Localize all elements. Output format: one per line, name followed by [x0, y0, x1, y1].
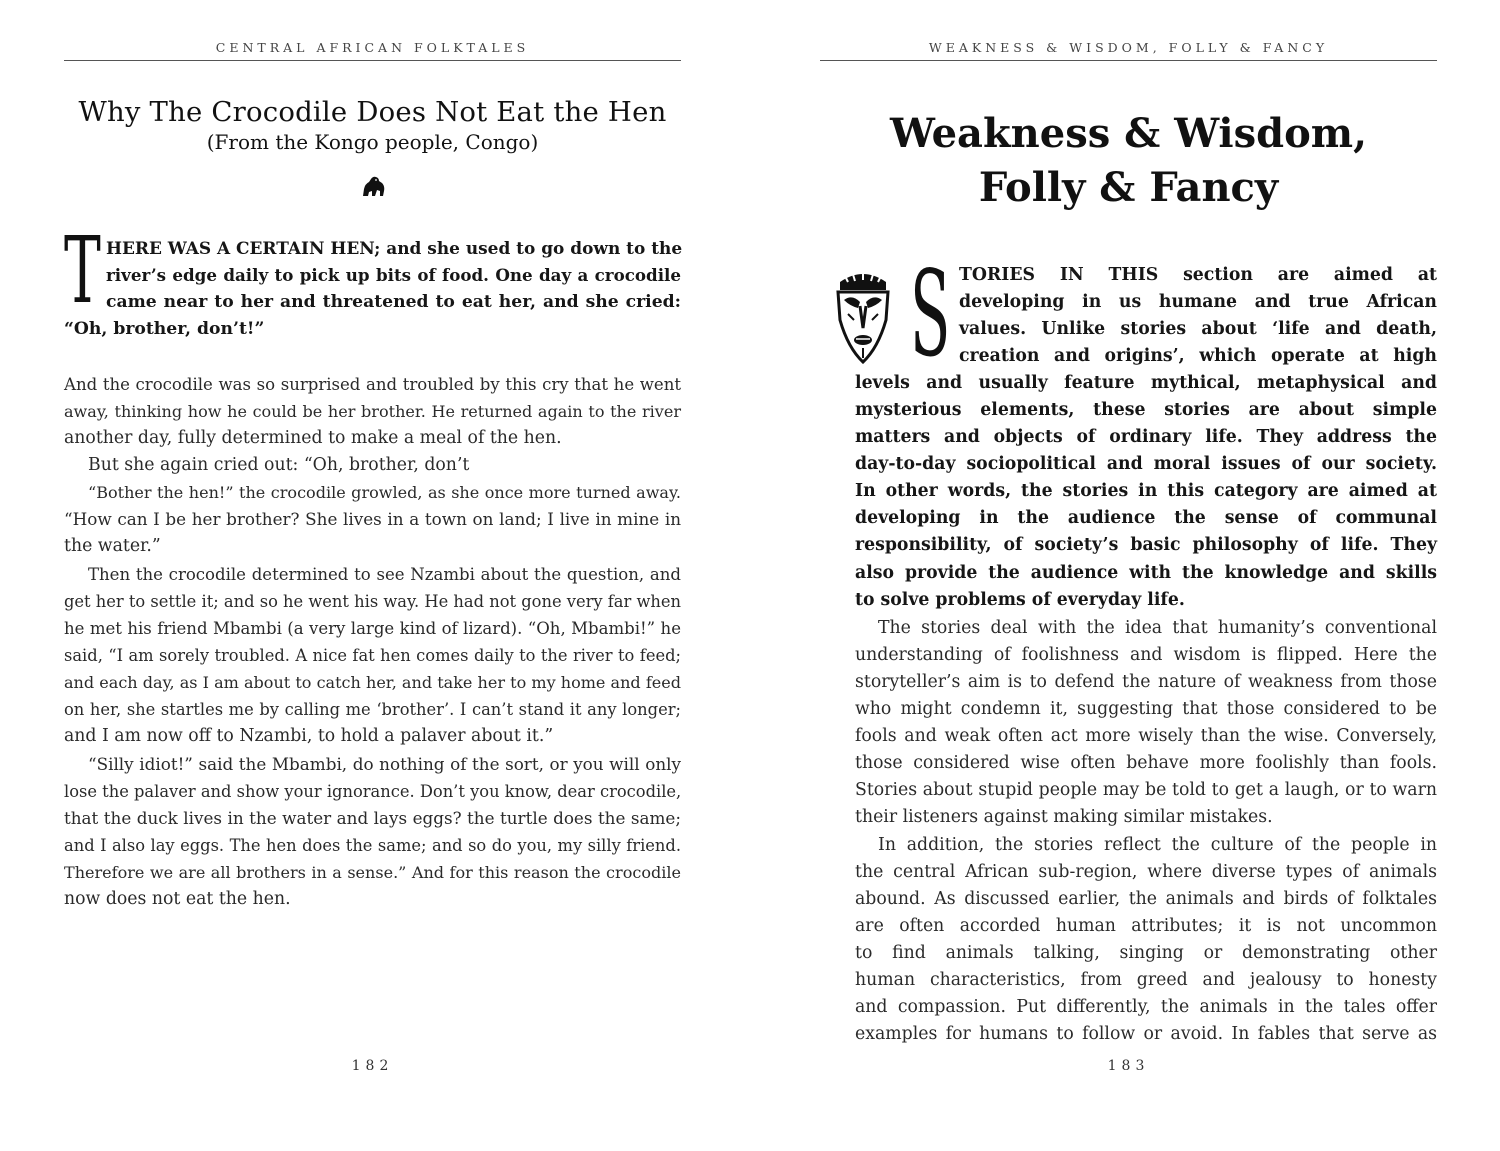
body-line: Then the crocodile determined to see Nzambi about the question, and	[88, 565, 681, 584]
body-line: And the crocodile was so surprised and troubled by this cry that he went	[64, 375, 681, 394]
body-line: “Silly idiot!” said the Mbambi, do nothing of the sort, or you will only	[88, 754, 681, 774]
body-line: the central African sub-region, where diverse types of animals	[855, 862, 1437, 882]
body-line: those considered wise often behave more foolishly than fools.	[855, 753, 1437, 773]
body-line: he met his friend Mbambi (a very large kind of lizard). “Oh, Mbambi!” he	[64, 619, 681, 638]
body-line: on her, she startles me by calling me ‘brother’. I can’t stand it any longer;	[64, 700, 681, 719]
body-line: said, “I am sorely troubled. A nice fat hen comes daily to the river to feed;	[64, 646, 681, 665]
body-line: that the duck lives in the water and lays eggs? the turtle does the same;	[64, 808, 681, 828]
body-line: human characteristics, from greed and jealousy to honesty	[855, 970, 1437, 990]
page-number-right: 183	[1107, 1058, 1150, 1074]
header-rule-right	[820, 60, 1437, 61]
running-head-right: WEAKNESS & WISDOM, FOLLY & FANCY	[928, 40, 1329, 55]
body-line: lose the palaver and show your ignorance. Don’t you know, dear crocodile,	[64, 782, 682, 801]
body-line: another day, fully determined to make a meal of the hen.	[64, 428, 562, 448]
body-line: are often accorded human attributes; it is not uncommon	[855, 916, 1437, 936]
body-line: get her to settle it; and so he went his way. He had not gone very far when	[64, 592, 681, 611]
body-line: who might condemn it, suggesting that those considered to be	[855, 699, 1437, 719]
body-line: and I also lay eggs. The hen does the same; and so do you, my silly friend.	[64, 836, 681, 855]
opening-line: developing in us humane and true African	[959, 292, 1437, 312]
right-page	[820, 0, 1437, 1151]
gorilla-ornament-icon	[360, 172, 386, 198]
opening-line: mysterious elements, these stories are about simple	[855, 400, 1437, 420]
body-line: away, thinking how he could be her brother. He returned again to the river	[64, 402, 681, 421]
body-line: understanding of foolishness and wisdom is flipped. Here the	[855, 645, 1437, 665]
section-title-line-2: Folly & Fancy	[978, 164, 1279, 211]
section-title-line-1: Weakness & Wisdom,	[889, 110, 1368, 157]
header-rule-left	[64, 60, 681, 61]
opening-line: HERE WAS A CERTAIN HEN; and she used to go down to the	[106, 238, 683, 258]
opening-line: day-to-day sociopolitical and moral issues of our society.	[855, 454, 1437, 474]
body-line: to find animals talking, singing or demonstrating other	[855, 943, 1437, 963]
body-line: storyteller’s aim is to defend the nature of weakness from those	[855, 672, 1437, 692]
opening-line: to solve problems of everyday life.	[855, 590, 1185, 610]
left-page	[64, 0, 681, 1151]
body-line: and I am now off to Nzambi, to hold a palaver about it.”	[64, 726, 554, 746]
drop-cap-T: T	[64, 217, 101, 324]
opening-line: values. Unlike stories about ‘life and death,	[959, 319, 1437, 339]
running-head-left: CENTRAL AFRICAN FOLKTALES	[215, 40, 530, 55]
body-line: “How can I be her brother? She lives in a town on land; I live in mine in	[64, 509, 681, 529]
body-line: examples for humans to follow or avoid. In fables that serve as	[855, 1024, 1437, 1044]
opening-line: came near to her and threatened to eat her, and she cried:	[106, 292, 681, 312]
opening-line: developing in the audience the sense of communal	[855, 508, 1437, 528]
opening-line: responsibility, of society’s basic philosophy of life. They	[855, 535, 1437, 555]
opening-line: creation and origins’, which operate at high	[959, 346, 1437, 366]
african-mask-icon	[834, 268, 892, 364]
body-line: abound. As discussed earlier, the animals and birds of folktales	[855, 889, 1437, 909]
body-line: Therefore we are all brothers in a sense.” And for this reason the crocodile	[64, 863, 681, 882]
opening-line: In other words, the stories in this category are aimed at	[855, 481, 1437, 501]
opening-line: also provide the audience with the knowledge and skills	[855, 563, 1437, 583]
body-line: and each day, as I am about to catch her, and take her to my home and feed	[64, 673, 681, 692]
story-subtitle: (From the Kongo people, Congo)	[206, 130, 539, 154]
body-line: The stories deal with the idea that humanity’s conventional	[878, 618, 1437, 638]
story-title: Why The Crocodile Does Not Eat the Hen	[78, 96, 667, 128]
body-line: But she again cried out: “Oh, brother, don’t	[88, 455, 470, 475]
body-line: the water.”	[64, 536, 161, 556]
body-line: fools and weak often act more wisely than the wise. Conversely,	[855, 726, 1437, 746]
body-line: In addition, the stories reflect the culture of the people in	[878, 835, 1437, 855]
body-line: Stories about stupid people may be told to get a laugh, or to warn	[855, 780, 1437, 800]
opening-line: “Oh, brother, don’t!”	[64, 319, 265, 339]
opening-line: river’s edge daily to pick up bits of food. One day a crocodile	[106, 265, 681, 285]
opening-line: matters and objects of ordinary life. They address the	[855, 427, 1437, 447]
opening-line: TORIES IN THIS section are aimed at	[959, 265, 1437, 285]
body-line: their listeners against making similar mistakes.	[855, 807, 1273, 827]
page-number-left: 182	[351, 1058, 394, 1074]
drop-cap-S: S	[910, 245, 951, 383]
opening-line: levels and usually feature mythical, metaphysical and	[855, 373, 1437, 393]
body-line: now does not eat the hen.	[64, 889, 291, 909]
body-line: and compassion. Put differently, the animals in the tales offer	[855, 997, 1437, 1017]
body-line: “Bother the hen!” the crocodile growled, as she once more turned away.	[88, 483, 681, 502]
